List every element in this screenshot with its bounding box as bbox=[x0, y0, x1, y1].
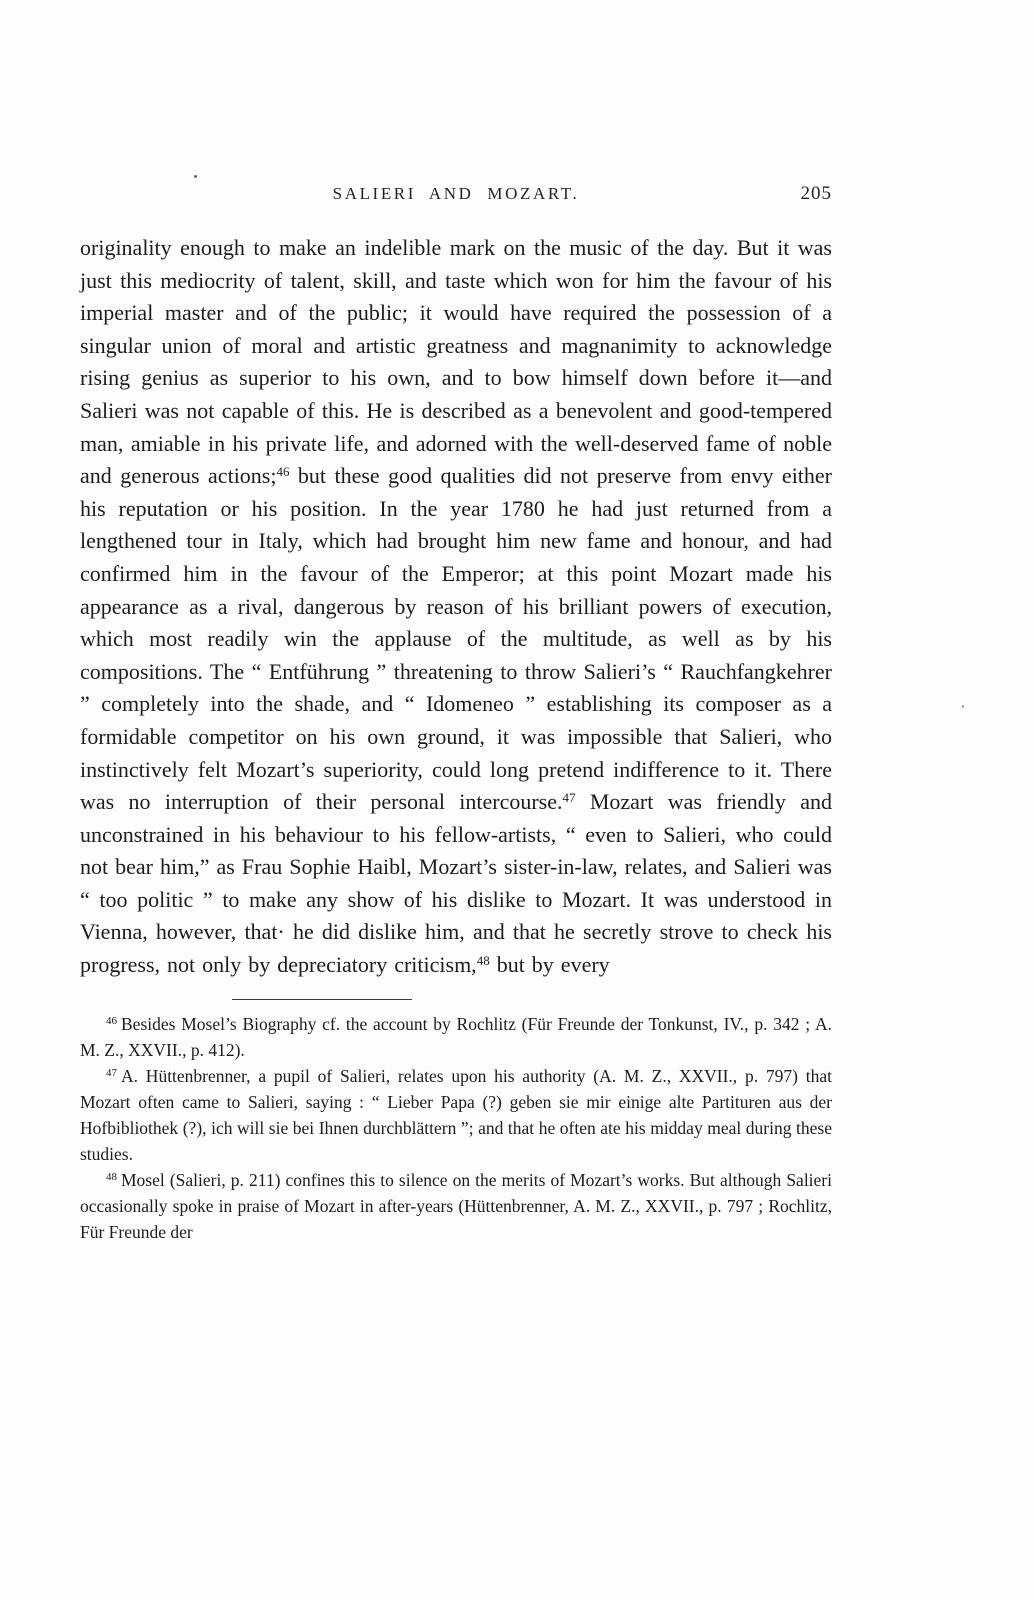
text-segment: Mozart was friendly and unconstrained in his behaviour to his fellow-artists, “ even to Salieri, who could not bear him,” as Frau Sophie Haibl, Mozart’s sister-in-law, relates, and Salieri was “ too politic ” to make any show of his dislike to Mozart. It was understood in Vienna, however, that· he did dislike him, and that he secretly strove to check his progress, not only by depreciatory criticism, bbox=[80, 789, 832, 978]
footnote-marker-47: 47 bbox=[106, 1066, 117, 1079]
footnote-marker-48: 48 bbox=[106, 1170, 117, 1183]
footnote-text: Besides Mosel’s Biography cf. the account by Rochlitz (Für Freunde der Tonkunst, IV., p. 342 ; A. M. Z., XXVII., p. 412). bbox=[80, 1013, 832, 1060]
footnote-separator-rule bbox=[232, 999, 412, 1000]
text-segment: but by every bbox=[489, 952, 610, 978]
page-number: 205 bbox=[800, 183, 832, 204]
footnote-ref-47: 47 bbox=[562, 790, 576, 806]
footnote-marker-46: 46 bbox=[106, 1014, 117, 1027]
footnote-ref-48: 48 bbox=[476, 953, 490, 969]
page-content bbox=[80, 184, 832, 1245]
footnote-section bbox=[80, 1011, 832, 1245]
footnote-item-46 bbox=[80, 1011, 832, 1063]
footnote-text: Mosel (Salieri, p. 211) confines this to silence on the merits of Mozart’s works. But although Salieri occasionally spoke in praise of Mozart in after-years (Hüttenbrenner, A. M. Z., XXVII., p. 797 ; Rochlitz, Für Freunde der bbox=[80, 1169, 832, 1242]
page-header bbox=[80, 184, 832, 212]
footnote-item-47 bbox=[80, 1063, 832, 1167]
running-title: SALIERI AND MOZART. bbox=[332, 184, 580, 203]
text-segment: but these good qualities did not preserve from envy either his reputation or his position. In the year 1780 he had just returned from a lengthened tour in Italy, which had brought him new fame and honour, and had confirmed him in the favour of the Emperor; at this point Mozart made his appearance as a rival, dangerous by reason of his brilliant powers of execution, which most readily win the applause of the multitude, as well as by his compositions. The “ Entführung ” threatening to throw Salieri’s “ Rauchfangkehrer ” completely into the shade, and “ Idomeneo ” establishing its composer as a formidable competitor on his own ground, it was impossible that Salieri, who instinctively felt Mozart’s superiority, could long pretend indifference to it. There was no interruption of their personal intercourse. bbox=[80, 463, 833, 815]
main-paragraph bbox=[80, 232, 832, 982]
footnote-ref-46: 46 bbox=[276, 464, 290, 480]
scan-artifact-dot bbox=[194, 175, 197, 178]
footnote-item-48 bbox=[80, 1167, 832, 1245]
footnote-text: A. Hüttenbrenner, a pupil of Salieri, relates upon his authority (A. M. Z., XXVII., p. 797) that Mozart often came to Salieri, saying : “ Lieber Papa (?) geben sie mir einige alte Partituren aus der Hofbibliothek (?), ich will sie bei Ihnen durchblättern ”; and that he often ate his midday meal during these studies. bbox=[80, 1065, 832, 1164]
text-segment: originality enough to make an indelible mark on the music of the day. But it was just this mediocrity of talent, skill, and taste which won for him the favour of his imperial master and of the public; it would have required the possession of a singular union of moral and artistic greatness and magnanimity to acknowledge rising genius as superior to his own, and to bow himself down before it—and Salieri was not capable of this. He is described as a benevolent and good-tempered man, amiable in his private life, and adorned with the well-deserved fame of noble and generous actions; bbox=[80, 235, 832, 489]
scan-artifact-dot bbox=[962, 705, 964, 708]
